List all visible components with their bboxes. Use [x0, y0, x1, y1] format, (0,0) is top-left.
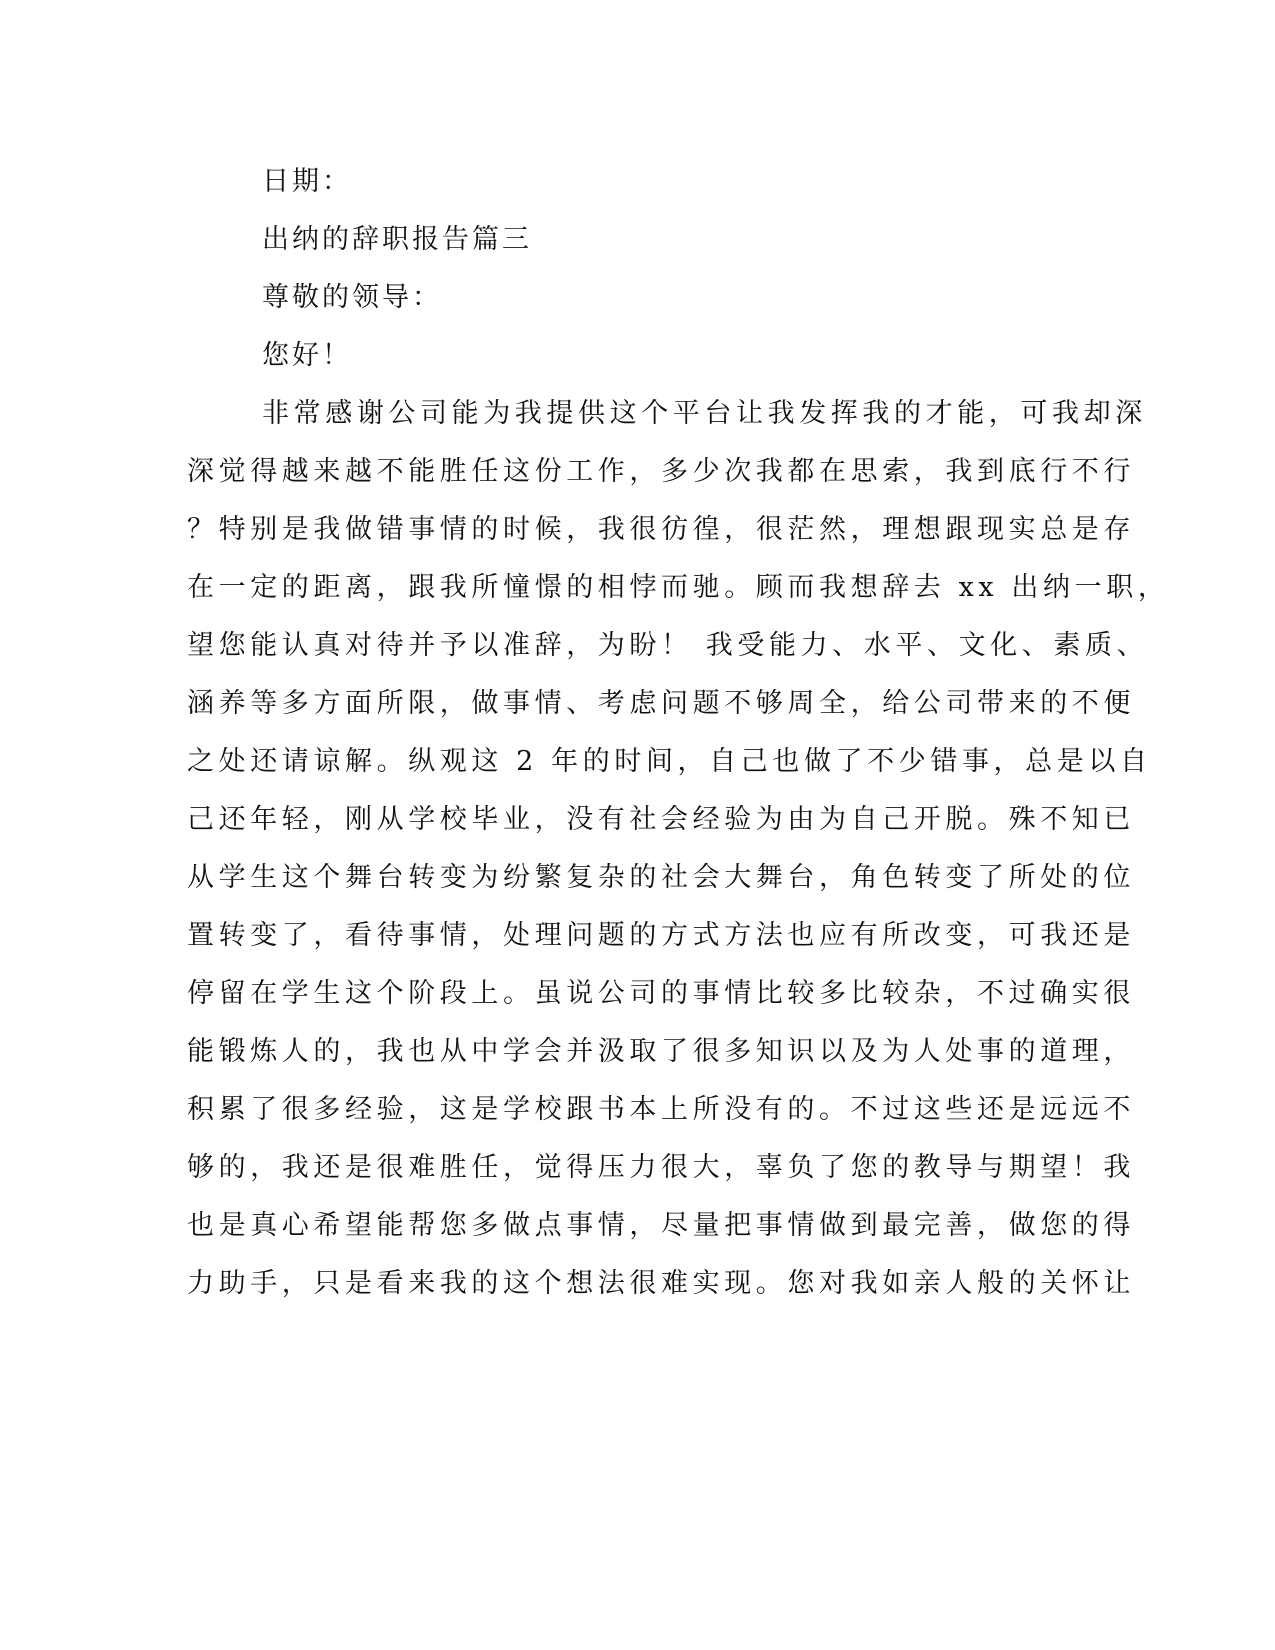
body-line: 深觉得越来越不能胜任这份工作，多少次我都在思索，我到底行不行 — [187, 456, 1135, 487]
body-line: 力助手，只是看来我的这个想法很难实现。您对我如亲人般的关怀让 — [187, 1268, 1135, 1299]
section-title: 出纳的辞职报告篇三 — [262, 224, 532, 255]
body-line: 停留在学生这个阶段上。虽说公司的事情比较多比较杂，不过确实很 — [187, 978, 1135, 1009]
greeting: 您好！ — [262, 340, 352, 371]
body-line: 望您能认真对待并予以准辞，为盼！ 我受能力、水平、文化、素质、 — [187, 630, 1149, 661]
body-line: 己还年轻，刚从学校毕业，没有社会经验为由为自己开脱。殊不知已 — [187, 804, 1135, 835]
body-line: 够的，我还是很难胜任，觉得压力很大，辜负了您的教导与期望！我 — [187, 1152, 1135, 1183]
body-line: 非常感谢公司能为我提供这个平台让我发挥我的才能，可我却深 — [262, 398, 1147, 429]
body-line: ？特别是我做错事情的时候，我很彷徨，很茫然，理想跟现实总是存 — [187, 514, 1135, 545]
body-line: 能锻炼人的，我也从中学会并汲取了很多知识以及为人处事的道理， — [187, 1036, 1135, 1067]
body-line: 之处还请谅解。纵观这 2 年的时间，自己也做了不少错事，总是以自 — [187, 746, 1152, 777]
body-line: 从学生这个舞台转变为纷繁复杂的社会大舞台，角色转变了所处的位 — [187, 862, 1135, 893]
body-line: 也是真心希望能帮您多做点事情，尽量把事情做到最完善，做您的得 — [187, 1210, 1135, 1241]
date-label: 日期： — [262, 166, 352, 197]
body-line: 置转变了，看待事情，处理问题的方式方法也应有所改变，可我还是 — [187, 920, 1135, 951]
body-line: 在一定的距离，跟我所憧憬的相悖而驰。顾而我想辞去 xx 出纳一职， — [187, 572, 1170, 603]
body-line: 涵养等多方面所限，做事情、考虑问题不够周全，给公司带来的不便 — [187, 688, 1135, 719]
body-line: 积累了很多经验，这是学校跟书本上所没有的。不过这些还是远远不 — [187, 1094, 1135, 1125]
salutation: 尊敬的领导： — [262, 282, 442, 313]
